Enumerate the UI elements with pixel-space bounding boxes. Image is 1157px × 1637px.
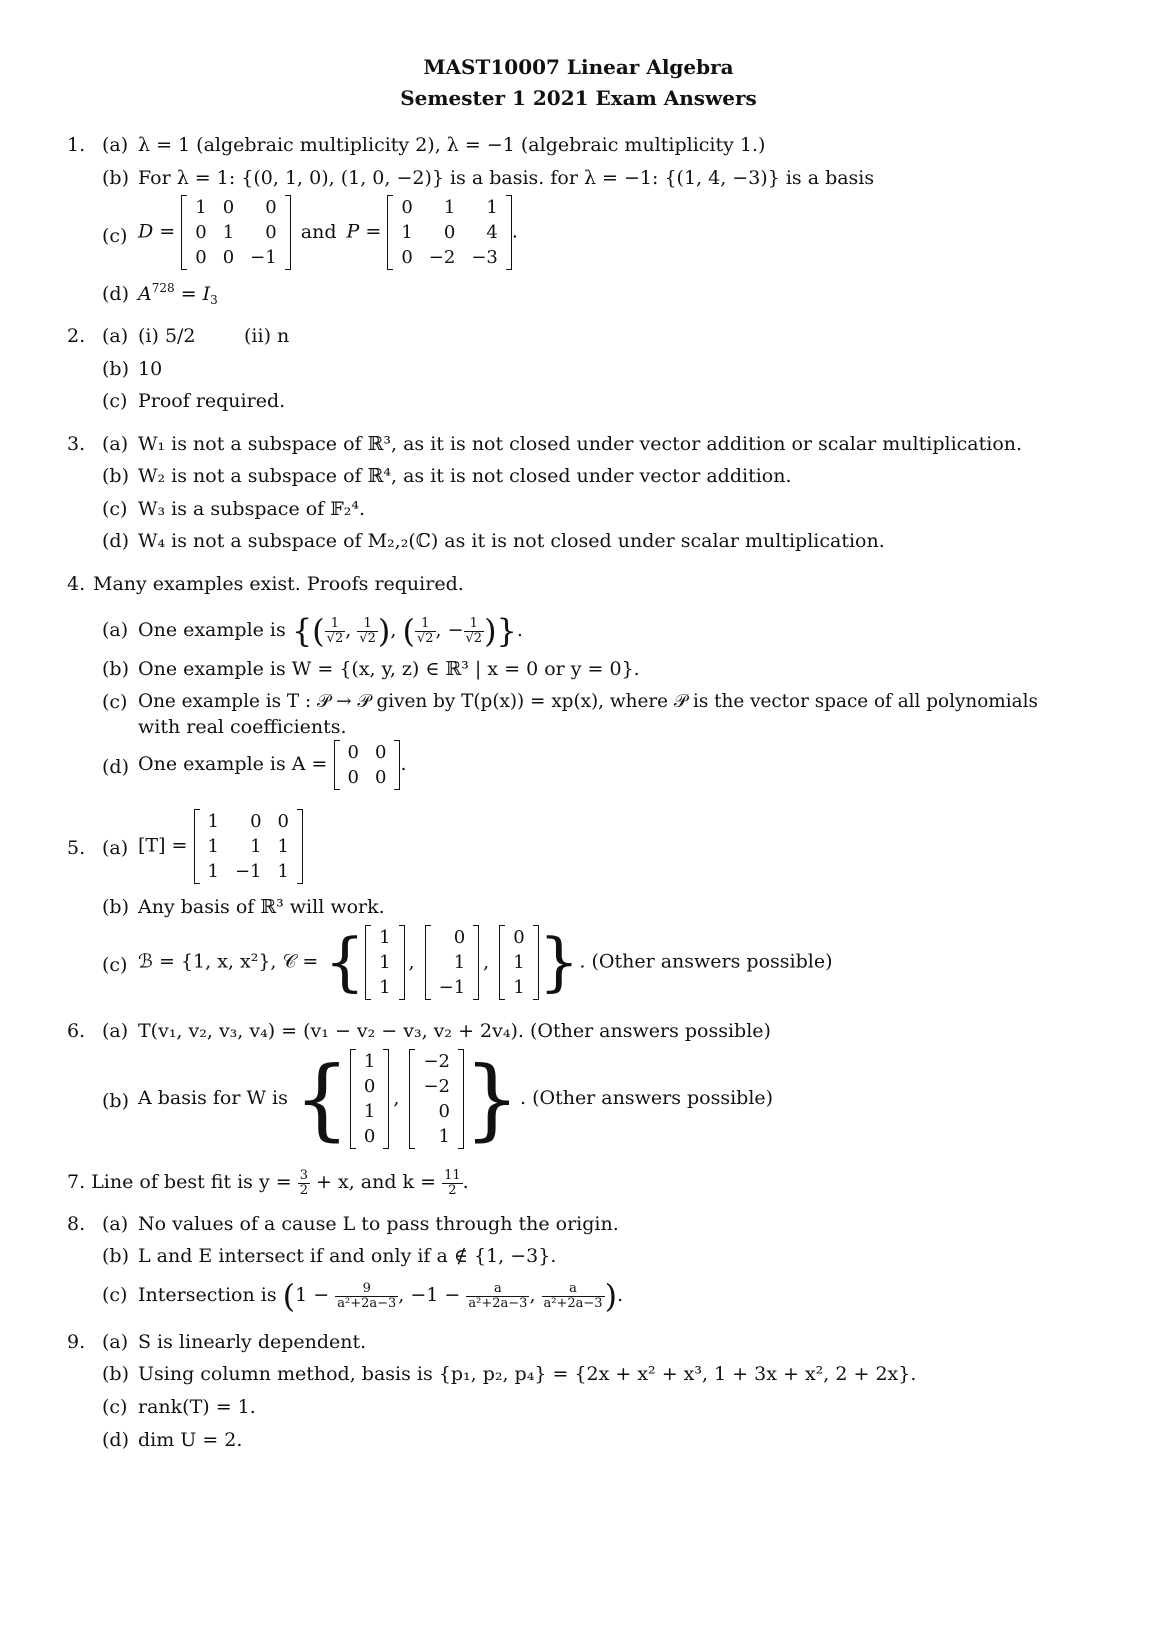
q3c-text: W₃ is a subspace of 𝔽₂⁴. <box>138 498 366 520</box>
q4b-text: One example is W = {(x, y, z) ∈ ℝ³ | x = 0 or y = 0}. <box>138 658 640 680</box>
q3-number: 3. <box>67 433 86 455</box>
basis-vector-entry: 0 <box>453 927 466 948</box>
q4c-text-line2: with real coefficients. <box>138 716 347 738</box>
matrix-p-entry: 1 <box>486 197 498 218</box>
q1d-text: $A^{728} = I_3$ <box>138 281 218 307</box>
q1c-and: and <box>300 220 337 243</box>
matrix-p-entry: 1 <box>401 222 413 243</box>
q6b-label: (b) <box>102 1090 129 1112</box>
matrix-d-row <box>187 220 284 245</box>
q3d-text: W₄ is not a subspace of M₂,₂(ℂ) as it is not closed under scalar multiplication. <box>138 530 885 552</box>
q1b-label: (b) <box>102 167 129 189</box>
matrix-p-entry: 0 <box>401 247 413 268</box>
matrix-p-row <box>393 220 506 245</box>
q5c-text: ℬ = {1, x, x²}, 𝒞 = { 1 1 1 , 0 1 −1 , 0 1 1 }. (Other answers possible) <box>138 925 833 1000</box>
q9c-text: rank(T) = 1. <box>138 1396 256 1418</box>
q5b-label: (b) <box>102 896 129 918</box>
q8b-text: L and E intersect if and only if a ∉ {1, −3}. <box>138 1245 557 1267</box>
q1c-matrices: D = 1 0 0 0 1 0 0 0 −1 and P = 0 1 1 1 0 4 0 −2 −3 . <box>138 197 518 268</box>
w-basis-vector-entry: 1 <box>363 1051 376 1072</box>
q9d-label: (d) <box>102 1429 129 1451</box>
q5a-text: [T] = 1 0 0 1 1 1 1 −1 1 <box>138 809 303 884</box>
w-basis-vector-entry: −2 <box>423 1051 450 1072</box>
matrix-d-entry: −1 <box>250 247 277 268</box>
q6a-label: (a) <box>102 1020 129 1042</box>
q5b-text: Any basis of ℝ³ will work. <box>138 896 385 918</box>
basis-vector <box>425 925 480 1000</box>
matrix-a-entry: 0 <box>347 767 359 788</box>
basis-vector <box>499 925 538 1000</box>
matrix-P <box>387 195 512 270</box>
matrix-d-entry: 0 <box>222 197 235 218</box>
matrix-t-entry: 1 <box>207 861 219 882</box>
q2-number: 2. <box>67 325 86 347</box>
q3a-text: W₁ is not a subspace of ℝ³, as it is not closed under vector addition or scalar multiplication. <box>138 433 1023 455</box>
q4d-label: (d) <box>102 756 129 778</box>
q7-text: 7. Line of best fit is y = $\frac{3}{2}$ + x, and k = $\frac{11}{2}$ . <box>67 1167 469 1198</box>
q3a-label: (a) <box>102 433 129 455</box>
q3d-label: (d) <box>102 530 129 552</box>
q5a-label: (a) <box>102 837 129 859</box>
basis-vector-entry: 1 <box>453 952 466 973</box>
q9a-text: S is linearly dependent. <box>138 1331 367 1353</box>
q6b-text: A basis for W is { 1 0 1 0 , −2 −2 0 1 }. (Other answers possible) <box>138 1047 774 1150</box>
w-basis-vector-entry: −2 <box>423 1076 450 1097</box>
matrix-t-entry: 0 <box>250 811 262 832</box>
q8c-label: (c) <box>102 1284 128 1306</box>
matrix-t-entry: 1 <box>250 836 262 857</box>
matrix-t-entry: 1 <box>207 811 219 832</box>
q5-number: 5. <box>67 837 86 859</box>
q9d-text: dim U = 2. <box>138 1429 243 1451</box>
matrix-p-row <box>393 195 506 220</box>
q3b-text: W₂ is not a subspace of ℝ⁴, as it is not closed under vector addition. <box>138 465 792 487</box>
matrix-a-row <box>340 765 395 790</box>
matrix-a-entry: 0 <box>374 742 387 763</box>
q1c-d-label: D = <box>138 220 176 243</box>
w-basis-vector-entry: 1 <box>363 1101 376 1122</box>
q9-number: 9. <box>67 1331 86 1353</box>
basis-vector-entry: −1 <box>438 977 466 998</box>
matrix-d-entry: 1 <box>222 222 235 243</box>
w-basis-vector <box>350 1049 389 1149</box>
q1c-label: (c) <box>102 225 128 247</box>
w-basis-vector <box>409 1049 464 1149</box>
matrix-p-entry: −3 <box>471 247 498 268</box>
q1d-label: (d) <box>102 283 129 305</box>
matrix-p-entry: 0 <box>401 197 413 218</box>
matrix-a-entry: 0 <box>347 742 359 763</box>
matrix-d-row <box>187 195 284 220</box>
q6a-text: T(v₁, v₂, v₃, v₄) = (v₁ − v₂ − v₃, v₂ + 2v₄). (Other answers possible) <box>138 1020 771 1042</box>
q2b-text: 10 <box>138 358 163 380</box>
matrix-p-entry: 4 <box>486 222 498 243</box>
q2c-label: (c) <box>102 390 128 412</box>
matrix-d-entry: 0 <box>195 247 207 268</box>
q1-number: 1. <box>67 134 86 156</box>
q6-number: 6. <box>67 1020 86 1042</box>
matrix-d-entry: 0 <box>265 197 277 218</box>
q7-number: 7. <box>67 1171 86 1193</box>
q8-number: 8. <box>67 1213 86 1235</box>
matrix-a-row <box>340 740 395 765</box>
matrix-d-entry: 0 <box>195 222 207 243</box>
matrix-t-entry: 1 <box>207 836 219 857</box>
q4a-label: (a) <box>102 619 129 641</box>
matrix-a-entry: 0 <box>374 767 387 788</box>
q3b-label: (b) <box>102 465 129 487</box>
w-basis-vector-entry: 0 <box>363 1076 376 1097</box>
basis-vector-entry: 0 <box>513 927 525 948</box>
matrix-D <box>181 195 290 270</box>
matrix-t-row <box>200 834 297 859</box>
basis-vector-entry: 1 <box>379 952 391 973</box>
q4-intro: Many examples exist. Proofs required. <box>93 573 464 595</box>
q4a-text: One example is {( $\frac{1}{√2}$ , $\frac{1}{√2}$ ), ( $\frac{1}{√2}$ , − $\frac{1}{√2}$ )}. <box>138 612 523 650</box>
q2b-label: (b) <box>102 358 129 380</box>
w-basis-vector-entry: 0 <box>363 1126 376 1147</box>
q8c-text: Intersection is (1 − $\frac{9}{\text{a²+2a−3}}$ , −1 − $\frac{a}{\text{a²+2a−3}}$ , $\frac{a}{\text{a²+2a−3}}$ ). <box>138 1277 624 1315</box>
q4c-text-line1: One example is T : 𝒫 → 𝒫 given by T(p(x)) = xp(x), where 𝒫 is the vector space of all polynomials <box>138 691 1038 712</box>
matrix-t-row <box>200 809 297 834</box>
q2c-text: Proof required. <box>138 390 286 412</box>
q8a-label: (a) <box>102 1213 129 1235</box>
matrix-p-row <box>393 245 506 270</box>
q9b-text: Using column method, basis is {p₁, p₂, p₄} = {2x + x² + x³, 1 + 3x + x², 2 + 2x}. <box>138 1363 917 1385</box>
matrix-t-entry: 1 <box>277 836 289 857</box>
w-basis-vector-entry: 0 <box>438 1101 450 1122</box>
q8a-text: No values of a cause L to pass through the origin. <box>138 1213 619 1235</box>
q2a-i: (i) 5/2 <box>138 325 196 347</box>
q3c-label: (c) <box>102 498 128 520</box>
matrix-d-entry: 0 <box>265 222 277 243</box>
basis-vector <box>365 925 404 1000</box>
basis-vector-entry: 1 <box>513 977 525 998</box>
matrix-p-entry: −2 <box>428 247 456 268</box>
matrix-d-entry: 0 <box>222 247 235 268</box>
q1b-text: For λ = 1: {(0, 1, 0), (1, 0, −2)} is a basis. for λ = −1: {(1, 4, −3)} is a basis <box>138 167 875 189</box>
matrix-T <box>194 809 303 884</box>
q9b-label: (b) <box>102 1363 129 1385</box>
matrix-A <box>334 740 401 790</box>
matrix-t-entry: −1 <box>234 861 262 882</box>
matrix-t-entry: 0 <box>277 811 289 832</box>
basis-vector-entry: 1 <box>379 927 391 948</box>
matrix-d-row <box>187 245 284 270</box>
q1c-p-label: P = <box>346 220 382 243</box>
basis-vector-entry: 1 <box>513 952 525 973</box>
q2a-ii: (ii) n <box>244 325 290 347</box>
matrix-p-entry: 1 <box>443 197 456 218</box>
basis-vector-entry: 1 <box>379 977 391 998</box>
q9a-label: (a) <box>102 1331 129 1353</box>
matrix-d-entry: 1 <box>195 197 207 218</box>
document-subtitle: Semester 1 2021 Exam Answers <box>400 86 757 110</box>
q1a-text: λ = 1 (algebraic multiplicity 2), λ = −1 (algebraic multiplicity 1.) <box>138 134 766 156</box>
document-title: MAST10007 Linear Algebra <box>423 55 734 79</box>
q9c-label: (c) <box>102 1396 128 1418</box>
q2a-label: (a) <box>102 325 129 347</box>
q1a-label: (a) <box>102 134 129 156</box>
q8b-label: (b) <box>102 1245 129 1267</box>
q4c-label: (c) <box>102 691 128 713</box>
q4d-text: One example is A = 0 0 0 0 . <box>138 742 407 788</box>
q4-number: 4. <box>67 573 86 595</box>
matrix-p-entry: 0 <box>443 222 456 243</box>
matrix-t-entry: 1 <box>277 861 289 882</box>
matrix-t-row <box>200 859 297 884</box>
q5c-label: (c) <box>102 954 128 976</box>
q4b-label: (b) <box>102 658 129 680</box>
w-basis-vector-entry: 1 <box>438 1126 450 1147</box>
